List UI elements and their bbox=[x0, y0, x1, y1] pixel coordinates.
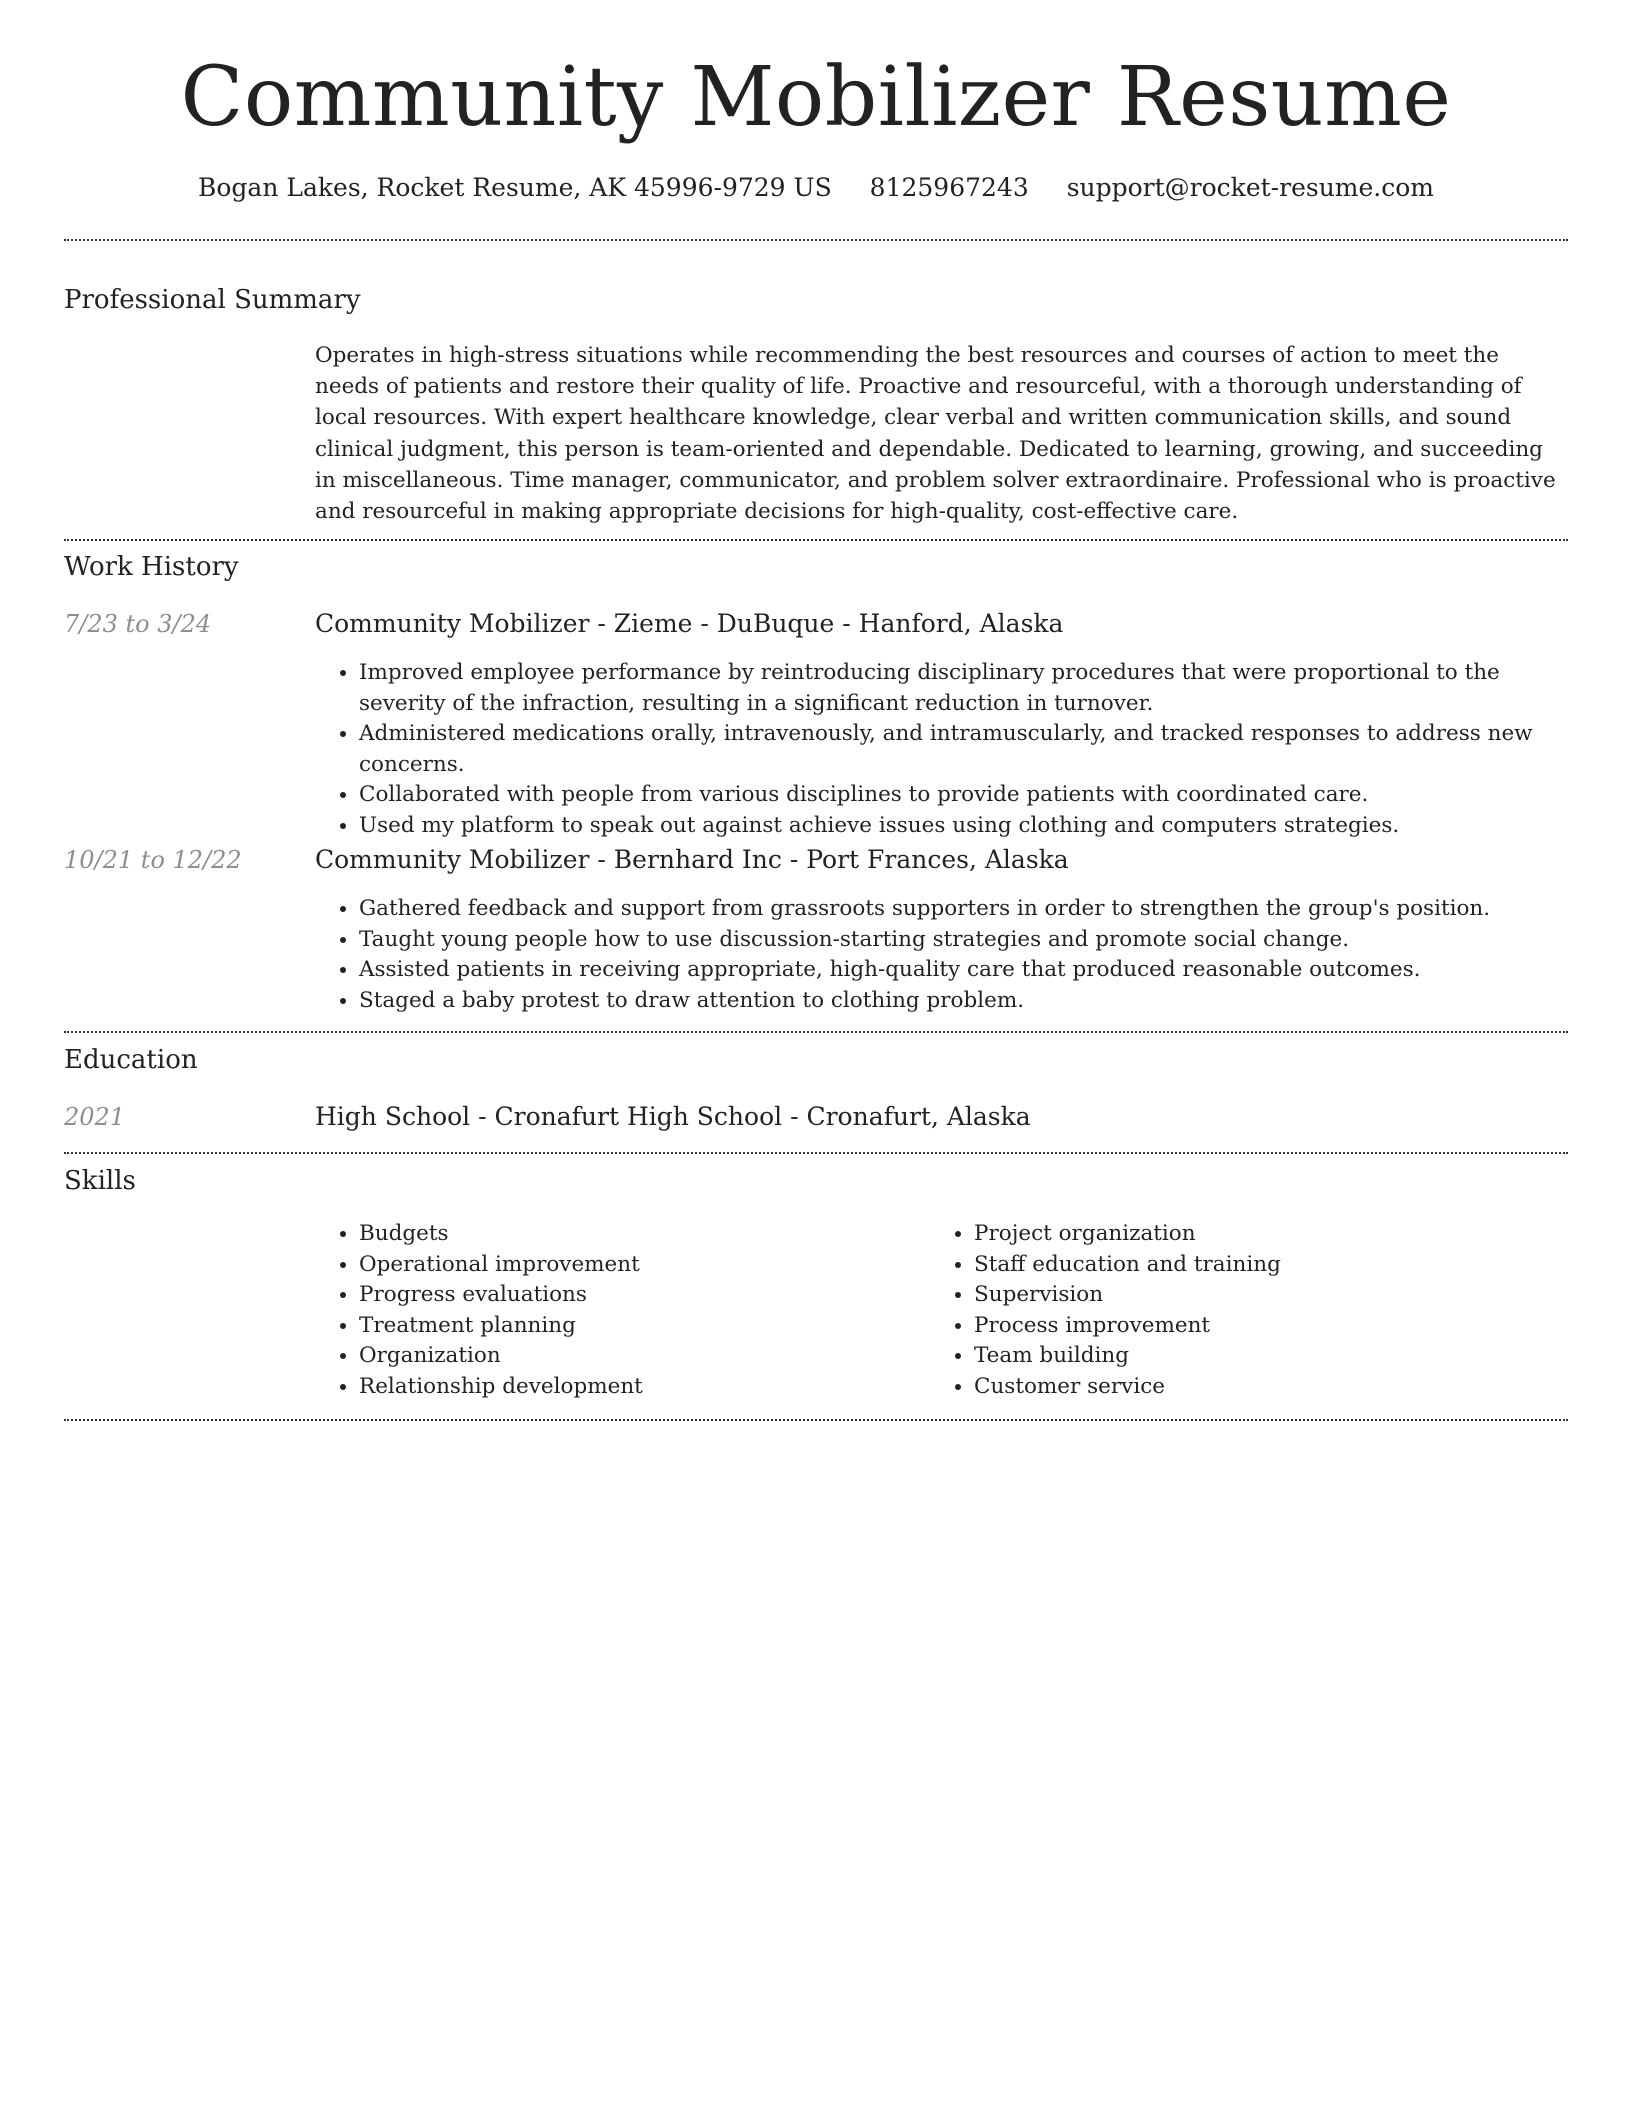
skill-item: • Organization bbox=[359, 1341, 875, 1372]
job-bullet: • Assisted patients in receiving appropriate, high-quality care that produced reasonable outcomes. bbox=[359, 955, 1568, 986]
job-dates: 10/21 to 12/22 bbox=[64, 846, 242, 874]
skill-item: • Supervision bbox=[974, 1280, 1490, 1311]
job-bullet: • Used my platform to speak out against achieve issues using clothing and computers strategies. bbox=[359, 811, 1568, 842]
skill-item: • Budgets bbox=[359, 1219, 875, 1250]
divider bbox=[64, 1419, 1568, 1421]
skill-item: • Progress evaluations bbox=[359, 1280, 875, 1311]
divider bbox=[64, 239, 1568, 241]
skill-item: • Process improvement bbox=[974, 1311, 1490, 1342]
job-bullet: • Staged a baby protest to draw attention to clothing problem. bbox=[359, 986, 1568, 1017]
education-title: High School - Cronafurt High School - Cronafurt, Alaska bbox=[315, 1102, 1031, 1131]
job-bullets bbox=[315, 658, 1568, 841]
job-bullet: • Gathered feedback and support from grassroots supporters in order to strengthen the group's position. bbox=[359, 894, 1568, 925]
resume-title: Community Mobilizer Resume bbox=[180, 50, 1452, 145]
section-heading-summary: Professional Summary bbox=[64, 285, 361, 315]
summary-text: Operates in high-stress situations while recommending the best resources and courses of action to meet the needs of patients and restore their quality of life. Proactive and resourceful, with a thorough understanding of local resources. With expert healthcare knowledge, clear verbal and written communication skills, and sound clinical judgment, this person is team-oriented and dependable. Dedicated to learning, growing, and succeeding in miscellaneous. Time manager, communicator, and problem solver extraordinaire. Professional who is proactive and resourceful in making appropriate decisions for high-quality, cost-effective care. bbox=[315, 343, 1556, 525]
divider bbox=[64, 1031, 1568, 1033]
job-title: Community Mobilizer - Bernhard Inc - Port Frances, Alaska bbox=[315, 845, 1069, 874]
skill-item: • Team building bbox=[974, 1341, 1490, 1372]
contact-address: Bogan Lakes, Rocket Resume, AK 45996-9729 US bbox=[197, 173, 832, 202]
job-dates: 7/23 to 3/24 bbox=[64, 610, 212, 638]
divider bbox=[64, 1152, 1568, 1154]
skill-item: • Treatment planning bbox=[359, 1311, 875, 1342]
skill-item: • Project organization bbox=[974, 1219, 1490, 1250]
education-year: 2021 bbox=[64, 1103, 126, 1131]
divider bbox=[64, 539, 1568, 541]
skill-item: • Customer service bbox=[974, 1372, 1490, 1403]
job-bullet: • Administered medications orally, intravenously, and intramuscularly, and tracked responses to address new concerns. bbox=[359, 719, 1568, 780]
skill-item: • Relationship development bbox=[359, 1372, 875, 1403]
contact-phone: 8125967243 bbox=[869, 173, 1029, 202]
job-bullet: • Collaborated with people from various disciplines to provide patients with coordinated care. bbox=[359, 780, 1568, 811]
skill-item: • Operational improvement bbox=[359, 1250, 875, 1281]
contact-line bbox=[0, 168, 1632, 208]
skills-list-left bbox=[315, 1219, 875, 1402]
job-bullet: • Improved employee performance by reintroducing disciplinary procedures that were proportional to the severity of the infraction, resulting in a significant reduction in turnover. bbox=[359, 658, 1568, 719]
contact-email: support@rocket-resume.com bbox=[1066, 173, 1434, 202]
job-bullets bbox=[315, 894, 1568, 1016]
job-title: Community Mobilizer - Zieme - DuBuque - Hanford, Alaska bbox=[315, 609, 1064, 638]
section-heading-work: Work History bbox=[64, 552, 239, 582]
job-bullet: • Taught young people how to use discussion-starting strategies and promote social change. bbox=[359, 925, 1568, 956]
skill-item: • Staff education and training bbox=[974, 1250, 1490, 1281]
skills-list-right bbox=[930, 1219, 1490, 1402]
section-heading-skills: Skills bbox=[64, 1166, 136, 1196]
section-heading-education: Education bbox=[64, 1045, 198, 1075]
